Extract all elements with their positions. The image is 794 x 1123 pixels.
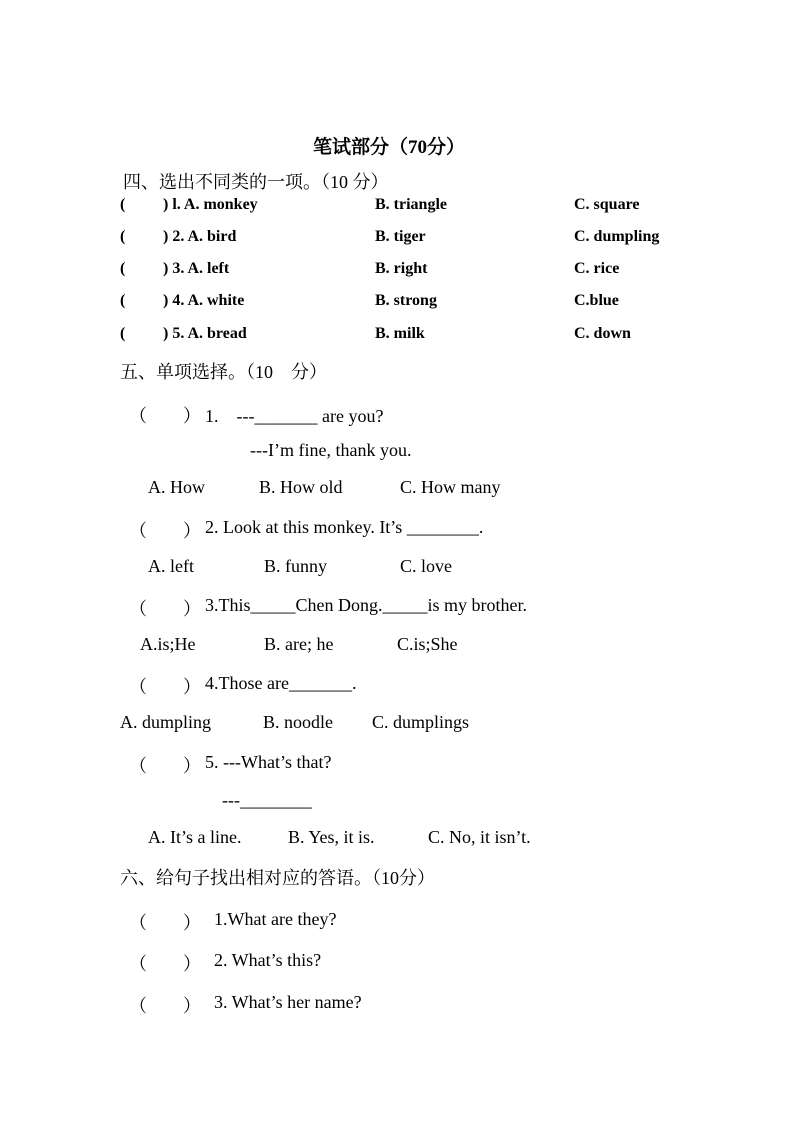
option-5-5-c: C. No, it isn’t. [428, 827, 531, 847]
answer-paren[interactable]: （ ） [129, 996, 201, 1016]
item-4-1-c: C. square [574, 196, 640, 213]
item-4-3-c: C. rice [574, 260, 620, 277]
answer-paren[interactable]: ( [120, 292, 126, 309]
option-5-2-a: A. left [148, 556, 194, 576]
item-4-5-a: ) 5. A. bread [163, 325, 247, 342]
item-4-1-a: ) l. A. monkey [163, 196, 258, 213]
item-4-3-b: B. right [375, 260, 428, 277]
option-5-3-c: C.is;She [397, 634, 458, 654]
answer-paren[interactable]: （ ） [129, 913, 201, 933]
question-5-4: 4.Those are_______. [205, 673, 357, 693]
answer-paren[interactable]: （ ） [129, 677, 201, 697]
answer-paren[interactable]: （ ） [129, 954, 201, 974]
section-4-heading: 四、选出不同类的一项。（10 分） [123, 172, 389, 192]
option-5-1-c: C. How many [400, 477, 501, 497]
question-6-3: 3. What’s her name? [214, 992, 362, 1012]
question-6-2: 2. What’s this? [214, 950, 322, 970]
item-4-2-a: ) 2. A. bird [163, 228, 237, 245]
option-5-3-b: B. are; he [264, 634, 334, 654]
option-5-1-b: B. How old [259, 477, 343, 497]
option-5-5-b: B. Yes, it is. [288, 827, 375, 847]
section-6-heading: 六、给句子找出相对应的答语。（10分） [120, 868, 435, 888]
question-5-5-reply: ---________ [222, 790, 312, 810]
option-5-4-a: A. dumpling [120, 712, 212, 732]
option-5-2-b: B. funny [264, 556, 327, 576]
question-5-5: 5. ---What’s that? [205, 752, 332, 772]
page-title: 笔试部分（70分） [313, 137, 466, 158]
answer-paren[interactable]: ( [120, 228, 126, 245]
option-5-3-a: A.is;He [140, 634, 196, 654]
question-5-1-reply: ---I’m fine, thank you. [250, 440, 412, 460]
question-5-3: 3.This_____Chen Dong._____is my brother. [205, 595, 527, 615]
item-4-4-c: C.blue [574, 292, 619, 309]
answer-paren[interactable]: （ ） [129, 521, 201, 541]
item-4-5-c: C. down [574, 325, 631, 342]
item-4-1-b: B. triangle [375, 196, 447, 213]
option-5-2-c: C. love [400, 556, 452, 576]
item-4-5-b: B. milk [375, 325, 425, 342]
answer-paren[interactable]: ( [120, 260, 126, 277]
item-4-2-b: B. tiger [375, 228, 426, 245]
option-5-5-a: A. It’s a line. [148, 827, 242, 847]
question-5-2: 2. Look at this monkey. It’s ________. [205, 517, 484, 537]
answer-paren[interactable]: ( [120, 325, 126, 342]
answer-paren[interactable]: （ ） [129, 756, 201, 776]
question-5-1: 1. ---_______ are you? [205, 406, 384, 426]
answer-paren[interactable]: （ ） [129, 599, 201, 619]
section-5-heading: 五、单项选择。（10 分） [120, 362, 327, 382]
option-5-4-c: C. dumplings [372, 712, 470, 732]
option-5-4-b: B. noodle [263, 712, 333, 732]
item-4-4-a: ) 4. A. white [163, 292, 245, 309]
answer-paren[interactable]: （ ） [129, 406, 201, 426]
option-5-1-a: A. How [148, 477, 205, 497]
answer-paren[interactable]: ( [120, 196, 126, 213]
item-4-3-a: ) 3. A. left [163, 260, 230, 277]
item-4-4-b: B. strong [375, 292, 437, 309]
question-6-1: 1.What are they? [214, 909, 337, 929]
item-4-2-c: C. dumpling [574, 228, 660, 245]
